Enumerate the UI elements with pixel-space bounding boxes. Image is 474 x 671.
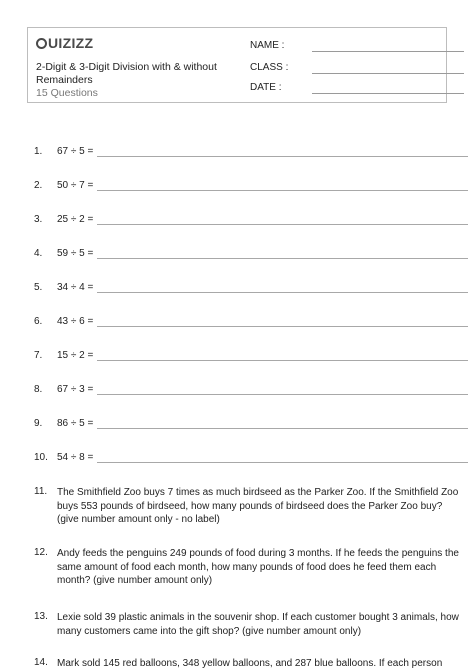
name-label: NAME : xyxy=(250,40,285,51)
question-text: The Smithfield Zoo buys 7 times as much birdseed as the Parker Zoo. If the Smithfield Zoo buys 553 pounds of birdseed, how many pounds of birdseed does the Parker Zoo buy? (give number amount only - no label) xyxy=(57,487,459,525)
question-text: 43 ÷ 6 = xyxy=(57,316,94,327)
question-text: 86 ÷ 5 = xyxy=(57,418,94,429)
answer-line[interactable] xyxy=(97,326,468,327)
question-text: Andy feeds the penguins 249 pounds of food during 3 months. If he feeds the penguins the same amount of food each month, how many pounds of food does he feed them each month? (give number amount only) xyxy=(57,548,459,586)
question-number: 9. xyxy=(34,418,43,429)
question-number: 14. xyxy=(34,657,48,668)
question-text: Mark sold 145 red balloons, 348 yellow balloons, and 287 blue balloons. If each person xyxy=(57,658,443,669)
question-text: 15 ÷ 2 = xyxy=(57,350,94,361)
answer-line[interactable] xyxy=(97,462,468,463)
question-text: 50 ÷ 7 = xyxy=(57,180,94,191)
answer-line[interactable] xyxy=(97,190,468,191)
answer-line[interactable] xyxy=(97,428,468,429)
question-number: 5. xyxy=(34,282,43,293)
answer-line[interactable] xyxy=(97,156,468,157)
question-number: 10. xyxy=(34,452,48,463)
question-number: 8. xyxy=(34,384,43,395)
question-text: 34 ÷ 4 = xyxy=(57,282,94,293)
brand-logo: UIZIZZ xyxy=(36,35,93,51)
question-number: 3. xyxy=(34,214,43,225)
question-number: 12. xyxy=(34,547,48,558)
question-number: 1. xyxy=(34,146,43,157)
answer-line[interactable] xyxy=(97,224,468,225)
question-text: Lexie sold 39 plastic animals in the souvenir shop. If each customer bought 3 animals, how many customers came into the gift shop? (give number amount only) xyxy=(57,612,459,637)
question-number: 11. xyxy=(34,486,48,497)
question-number: 7. xyxy=(34,350,43,361)
question-count: 15 Questions xyxy=(36,87,98,99)
class-line[interactable] xyxy=(312,73,464,74)
answer-line[interactable] xyxy=(97,292,468,293)
question-number: 4. xyxy=(34,248,43,259)
answer-line[interactable] xyxy=(97,360,468,361)
question-text: 67 ÷ 5 = xyxy=(57,146,94,157)
worksheet-header xyxy=(27,27,447,103)
answer-line[interactable] xyxy=(97,258,468,259)
class-label: CLASS : xyxy=(250,62,289,73)
question-text: 54 ÷ 8 = xyxy=(57,452,94,463)
question-text: 25 ÷ 2 = xyxy=(57,214,94,225)
question-text: 67 ÷ 3 = xyxy=(57,384,94,395)
question-number: 13. xyxy=(34,611,48,622)
question-number: 2. xyxy=(34,180,43,191)
worksheet-title: 2-Digit & 3-Digit Division with & without Remainders xyxy=(36,61,217,86)
date-label: DATE : xyxy=(250,82,282,93)
date-line[interactable] xyxy=(312,93,464,94)
answer-line[interactable] xyxy=(97,394,468,395)
logo-q-icon xyxy=(36,38,47,49)
question-text: 59 ÷ 5 = xyxy=(57,248,94,259)
question-number: 6. xyxy=(34,316,43,327)
name-line[interactable] xyxy=(312,51,464,52)
